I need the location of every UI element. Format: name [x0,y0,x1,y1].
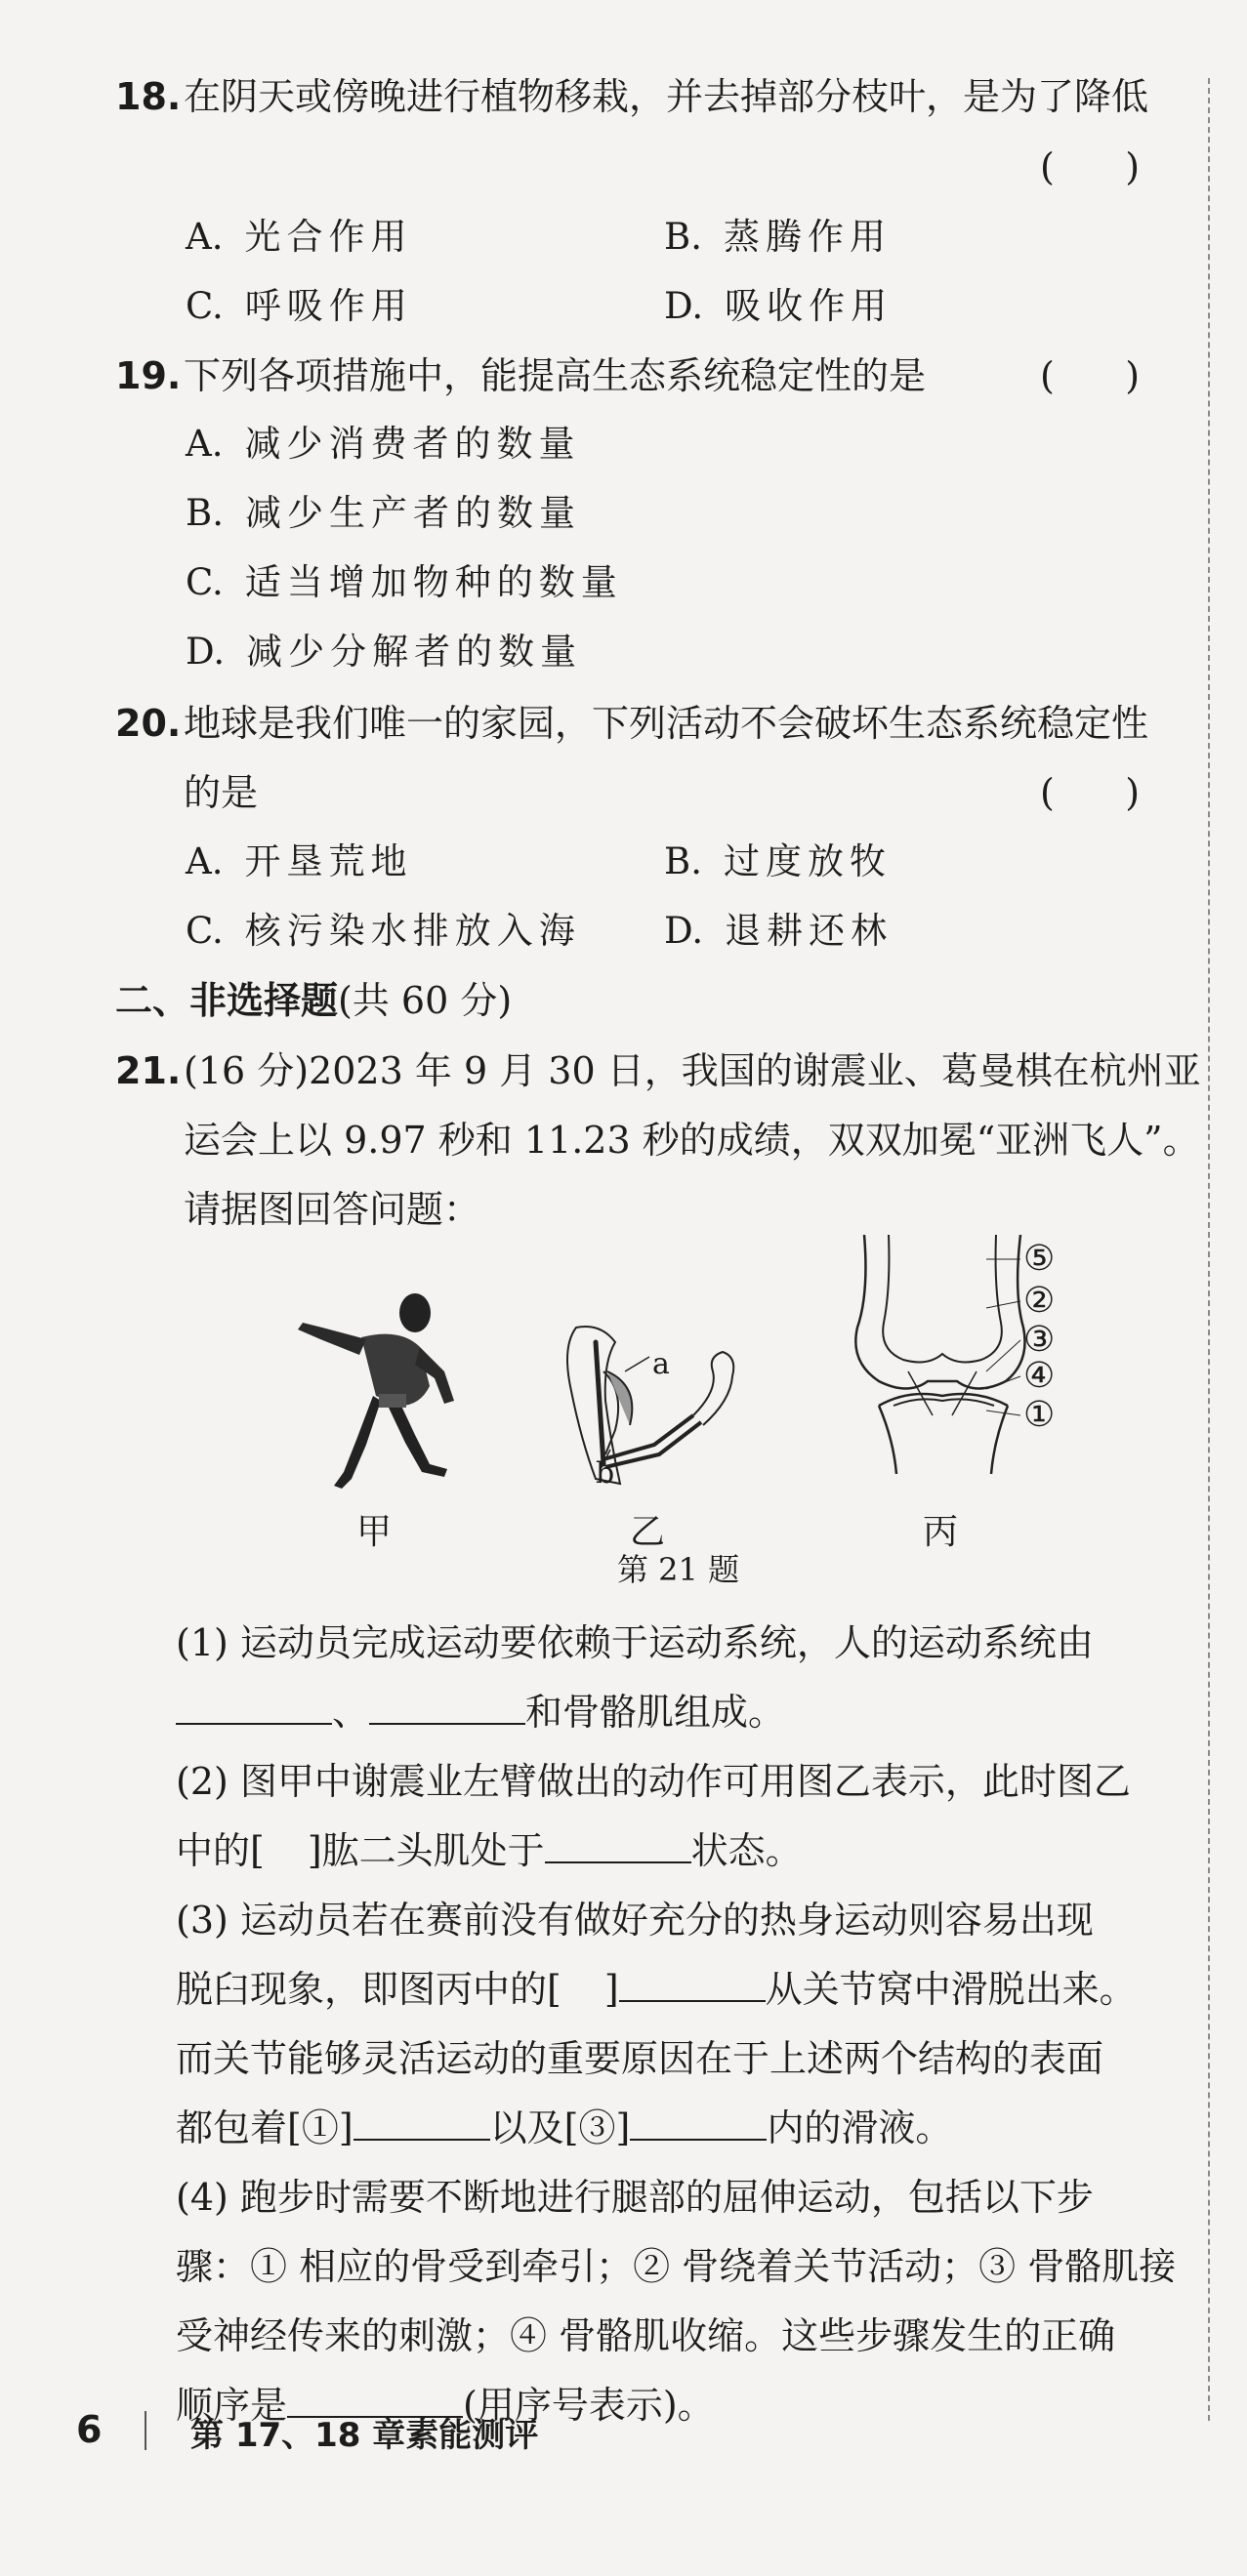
q21-sub4-line4: 顺序是 (用序号表示)。 [176,2384,715,2427]
question-19-option-d: D. 减少分解者的数量 [186,631,583,673]
question-18-answer-bracket: ( ) [1040,145,1141,188]
q21-sub2-blank[interactable] [545,1828,691,1863]
figure-bing-mark-3: ③ [1023,1320,1056,1360]
q21-sub3-blank-1[interactable] [619,1967,766,2002]
question-19-option-a: A. 减少消费者的数量 [186,423,581,465]
q21-sub1-line2: 、 和骨骼肌组成。 [176,1688,785,1737]
chapter-title: 第 17、18 章素能测评 [190,2416,539,2455]
figure-yi-mark-a: a [652,1347,670,1381]
q21-sub1-blank-2[interactable] [369,1690,525,1725]
figure-bing-mark-2: ② [1023,1281,1056,1321]
q21-sub3-line2: 脱臼现象，即图丙中的[ ] 从关节窝中滑脱出来。 [176,1968,1137,2011]
question-20-option-b: B. 过度放牧 [664,840,892,882]
q21-sub3-blank-2[interactable] [353,2106,490,2141]
question-21-line3: 请据图回答问题： [184,1188,481,1231]
question-18-option-b: B. 蒸腾作用 [664,216,892,258]
question-20-option-d: D. 退耕还林 [664,910,894,952]
q21-sub4-line3: 受神经传来的刺激；④ 骨骼肌收缩。这些步骤发生的正确 [176,2314,1116,2357]
figure-bing-mark-1: ① [1023,1395,1056,1435]
question-20-option-a: A. 开垦荒地 [186,840,413,882]
question-20-option-c: C. 核污染水排放入海 [186,910,581,952]
footer-separator [145,2411,146,2450]
question-20-number: 20. [115,702,182,745]
figure-label-yi: 乙 [630,1512,666,1552]
q21-sub3-blank-3[interactable] [630,2106,767,2141]
q21-sub2-line1: (2) 图甲中谢震业左臂做出的动作可用图乙表示，此时图乙 [176,1760,1131,1803]
q21-sub4-line1: (4) 跑步时需要不断地进行腿部的屈伸运动，包括以下步 [176,2176,1094,2219]
q21-sub1-blank-1[interactable] [176,1690,332,1725]
question-18-number: 18. [115,75,182,118]
question-21-line1: (16 分)2023 年 9 月 30 日，我国的谢震业、葛曼棋在杭州亚 [184,1049,1201,1092]
question-20-stem-line1: 地球是我们唯一的家园，下列活动不会破坏生态系统稳定性 [184,702,1149,745]
question-20-stem-line2: 的是 [184,771,259,814]
q21-sub3-line1: (3) 运动员若在赛前没有做好充分的热身运动则容易出现 [176,1899,1094,1942]
question-19-answer-bracket: ( ) [1040,354,1141,397]
q21-sub3-line3: 而关节能够灵活运动的重要原因在于上述两个结构的表面 [176,2037,1104,2080]
section-2-heading: 二、非选择题(共 60 分) [115,979,513,1022]
question-19-number: 19. [115,354,182,397]
figure-bing-mark-5: ⑤ [1023,1239,1056,1279]
figure-label-bing: 丙 [923,1512,959,1552]
figure-caption: 第 21 题 [617,1551,740,1588]
question-19-option-c: C. 适当增加物种的数量 [186,561,623,603]
figure-yi-mark-b: b [596,1456,615,1491]
question-18-option-d: D. 吸收作用 [664,285,894,327]
q21-sub4-line2: 骤：① 相应的骨受到牵引；② 骨绕着关节活动；③ 骨骼肌接 [176,2245,1177,2288]
question-19-stem: 下列各项措施中，能提高生态系统稳定性的是 [184,354,927,397]
question-18-stem: 在阴天或傍晚进行植物移栽，并去掉部分枝叶，是为了降低 [184,75,1149,118]
question-18-option-c: C. 呼吸作用 [186,285,413,327]
q21-sub3-line4: 都包着[①] 以及[③] 内的滑液。 [176,2106,953,2149]
figure-jia-sprinter [283,1279,459,1503]
q21-sub2-line2: 中的[ ]肱二头肌处于 状态。 [176,1829,803,1872]
figure-bing-mark-4: ④ [1023,1356,1056,1396]
question-20-answer-bracket: ( ) [1040,771,1141,814]
question-21-line2: 运会上以 9.97 秒和 11.23 秒的成绩，双双加冕“亚洲飞人”。 [184,1119,1200,1162]
question-19-option-b: B. 减少生产者的数量 [186,492,581,534]
question-21-number: 21. [115,1049,182,1092]
question-18-option-a: A. 光合作用 [186,216,413,258]
figure-yi-arm-diagram [557,1313,752,1503]
figure-label-jia: 甲 [356,1512,393,1552]
dashed-cut-line [1208,78,1210,2421]
q21-sub1-line1: (1) 运动员完成运动要依赖于运动系统，人的运动系统由 [176,1621,1094,1664]
page-number: 6 [76,2408,103,2451]
figure-bing-joint-diagram [840,1235,1045,1474]
